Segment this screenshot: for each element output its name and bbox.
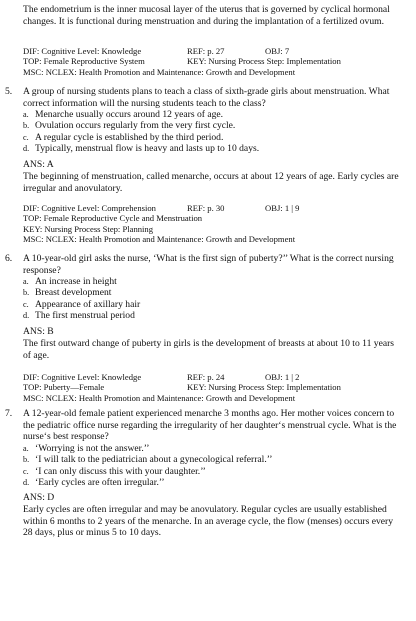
option-letter: b. (23, 121, 30, 131)
question-stem: A 10-year-old girl asks the nurse, ‘What is the first sign of puberty?’’ What is the correct nursing response? (23, 253, 394, 276)
meta-key: KEY: Nursing Process Step: Implementation (187, 56, 341, 67)
option-letter: c. (23, 299, 29, 309)
option-text: A regular cycle is established by the third period. (35, 131, 224, 143)
answer-label: ANS: D (23, 492, 55, 503)
question-number: 6. (5, 253, 13, 264)
option-letter: c. (23, 466, 29, 476)
list-item (23, 310, 403, 321)
list-item (23, 276, 403, 287)
list-item (23, 132, 403, 143)
meta-ref: REF: p. 27 (187, 46, 225, 56)
meta-obj: OBJ: 7 (265, 46, 290, 56)
rationale-text: Early cycles are often irregular and may be anovulatory. Regular cycles are usually established within 6 months to 2 years of the menarche. In an average cycle, the flow (menses) occurs every 28 days, plus or minus 5 to 10 days. (23, 504, 394, 539)
option-list (23, 443, 403, 489)
meta-dif: DIF: Cognitive Level: Knowledge (23, 372, 142, 382)
list-item (23, 143, 403, 154)
option-text: Appearance of axillary hair (35, 298, 141, 310)
meta-obj: OBJ: 1 | 2 (265, 372, 300, 382)
meta-key: KEY: Nursing Process Step: Planning (23, 223, 154, 234)
list-item (23, 287, 403, 298)
option-letter: a. (23, 277, 29, 286)
meta-key: KEY: Nursing Process Step: Implementation (187, 382, 341, 393)
meta-dif: DIF: Cognitive Level: Comprehension (23, 203, 156, 213)
question-stem: A 12-year-old female patient experienced menarche 3 months ago. Her mother voices concern to the pediatric office nurse regarding the irregularity of her daughter‘s menstrual cycle. What is the nurse‘s best response? (23, 408, 397, 443)
option-letter: a. (23, 444, 29, 453)
option-letter: d. (23, 311, 30, 321)
list-item (23, 477, 403, 488)
intro-meta (23, 46, 403, 77)
list-item (23, 299, 403, 310)
option-text: The first menstrual period (35, 310, 135, 322)
option-text: ‘Early cycles are often irregular.’’ (35, 477, 165, 489)
question-number: 7. (5, 408, 13, 419)
option-letter: d. (23, 478, 30, 488)
rationale-text: The beginning of menstruation, called menarche, occurs at about 12 years of age. Early cycles are irregular and anovulatory. (23, 171, 399, 194)
meta-ref: REF: p. 30 (187, 203, 225, 213)
question-number: 5. (5, 86, 13, 97)
meta-top: TOP: Puberty—Female (23, 382, 105, 393)
meta-top: TOP: Female Reproductive Cycle and Menstruation (23, 213, 203, 224)
list-item (23, 454, 403, 465)
option-text: Ovulation occurs regularly from the very first cycle. (35, 120, 236, 132)
meta-top: TOP: Female Reproductive System (23, 56, 145, 67)
list-item (23, 466, 403, 477)
meta-msc: MSC: NCLEX: Health Promotion and Maintenance: Growth and Development (23, 392, 296, 403)
meta-obj: OBJ: 1 | 9 (265, 203, 300, 213)
list-item (23, 120, 403, 131)
question-meta (23, 203, 403, 245)
meta-msc: MSC: NCLEX: Health Promotion and Maintenance: Growth and Development (23, 66, 296, 77)
meta-ref: REF: p. 24 (187, 372, 225, 382)
answer-label: ANS: B (23, 326, 54, 337)
option-list (23, 276, 403, 322)
option-list (23, 109, 403, 155)
option-text: ‘I can only discuss this with your daughter.’’ (35, 465, 206, 477)
rationale-text: The first outward change of puberty in girls is the development of breasts at about 10 to 11 years of age. (23, 338, 395, 361)
option-letter: d. (23, 144, 30, 154)
list-item (23, 443, 403, 454)
answer-label: ANS: A (23, 159, 54, 170)
question-meta (23, 372, 403, 403)
option-text: Typically, menstrual flow is heavy and lasts up to 10 days. (35, 143, 260, 155)
list-item (23, 109, 403, 120)
option-text: An increase in height (35, 276, 117, 287)
meta-dif: DIF: Cognitive Level: Knowledge (23, 46, 142, 56)
option-letter: a. (23, 110, 29, 119)
option-letter: c. (23, 132, 29, 142)
intro-paragraph: The endometrium is the inner mucosal layer of the uterus that is governed by cyclical hormonal changes. It is functional during menstruation and during the implantation of a fertilized ovum. (23, 4, 390, 27)
option-text: ‘Worrying is not the answer.’’ (35, 443, 150, 454)
option-letter: b. (23, 288, 30, 298)
option-text: Menarche usually occurs around 12 years of age. (35, 109, 224, 120)
option-text: Breast development (35, 287, 112, 299)
meta-msc: MSC: NCLEX: Health Promotion and Maintenance: Growth and Development (23, 234, 296, 245)
question-stem: A group of nursing students plans to teach a class of sixth-grade girls about menstruation. What correct information will the nursing students teach to the class? (23, 86, 390, 109)
option-letter: b. (23, 455, 30, 465)
option-text: ‘I will talk to the pediatrician about a gynecological referral.’’ (35, 454, 273, 466)
